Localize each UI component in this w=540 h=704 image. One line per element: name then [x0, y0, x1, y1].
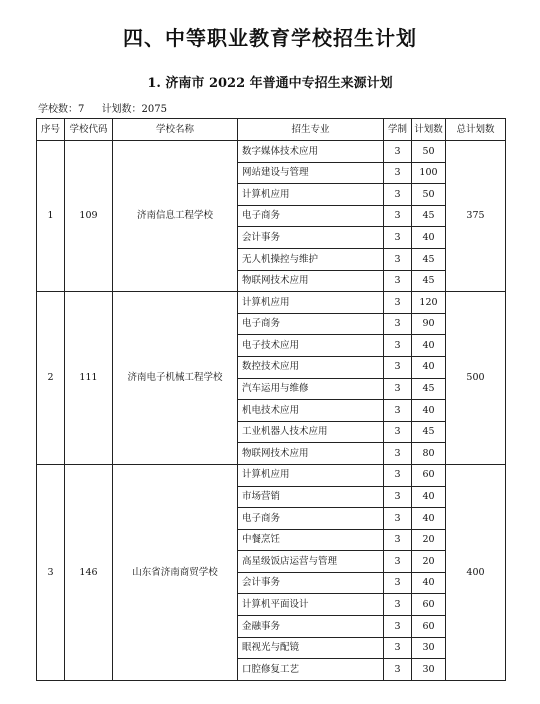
- study-years: 3: [384, 572, 412, 594]
- plan-count: 45: [412, 248, 446, 270]
- plan-count: 40: [412, 508, 446, 530]
- school-name: 济南信息工程学校: [113, 141, 238, 292]
- table-body: [37, 141, 506, 681]
- major-name: 会计事务: [238, 227, 384, 249]
- header-school-name: 学校名称: [113, 119, 238, 141]
- study-years: 3: [384, 421, 412, 443]
- school-code: 109: [65, 141, 113, 292]
- study-years: 3: [384, 248, 412, 270]
- plan-count: 40: [412, 227, 446, 249]
- plan-count: 40: [412, 486, 446, 508]
- study-years: 3: [384, 551, 412, 573]
- study-years: 3: [384, 659, 412, 681]
- study-years: 3: [384, 443, 412, 465]
- study-years: 3: [384, 464, 412, 486]
- plan-count: 40: [412, 572, 446, 594]
- study-years: 3: [384, 400, 412, 422]
- school-code: 146: [65, 464, 113, 680]
- major-name: 金融事务: [238, 616, 384, 638]
- plan-count: 60: [412, 616, 446, 638]
- major-name: 数控技术应用: [238, 356, 384, 378]
- header-total: 总计划数: [446, 119, 506, 141]
- major-name: 物联网技术应用: [238, 270, 384, 292]
- plan-count: 20: [412, 529, 446, 551]
- major-name: 中餐烹饪: [238, 529, 384, 551]
- study-years: 3: [384, 356, 412, 378]
- major-name: 工业机器人技术应用: [238, 421, 384, 443]
- major-name: 电子商务: [238, 508, 384, 530]
- study-years: 3: [384, 486, 412, 508]
- total-plan: 500: [446, 292, 506, 465]
- table-row: [37, 292, 506, 314]
- major-name: 无人机操控与维护: [238, 248, 384, 270]
- major-name: 市场营销: [238, 486, 384, 508]
- major-name: 数字媒体技术应用: [238, 141, 384, 163]
- section-title: 1. 济南市 2022 年普通中专招生来源计划: [147, 76, 393, 91]
- study-years: 3: [384, 637, 412, 659]
- major-name: 高星级饭店运营与管理: [238, 551, 384, 573]
- enrollment-plan-table: [36, 118, 506, 681]
- plan-count: 40: [412, 335, 446, 357]
- major-name: 计算机应用: [238, 184, 384, 206]
- study-years: 3: [384, 378, 412, 400]
- plan-count: 45: [412, 270, 446, 292]
- major-name: 计算机平面设计: [238, 594, 384, 616]
- plan-count: 120: [412, 292, 446, 314]
- summary-line: [38, 100, 181, 115]
- major-name: 会计事务: [238, 572, 384, 594]
- plan-count: 45: [412, 378, 446, 400]
- study-years: 3: [384, 184, 412, 206]
- plan-count: 40: [412, 400, 446, 422]
- plan-count: 90: [412, 313, 446, 335]
- header-plan: 计划数: [412, 119, 446, 141]
- school-index: 1: [37, 141, 65, 292]
- plan-count: 80: [412, 443, 446, 465]
- study-years: 3: [384, 141, 412, 163]
- study-years: 3: [384, 205, 412, 227]
- major-name: 电子商务: [238, 205, 384, 227]
- study-years: 3: [384, 292, 412, 314]
- header-years: 学制: [384, 119, 412, 141]
- plan-count: 60: [412, 594, 446, 616]
- plan-count: 40: [412, 356, 446, 378]
- plan-count: 45: [412, 421, 446, 443]
- total-plan: 400: [446, 464, 506, 680]
- major-name: 口腔修复工艺: [238, 659, 384, 681]
- header-code: 学校代码: [65, 119, 113, 141]
- study-years: 3: [384, 313, 412, 335]
- plan-count: 计划数：2075: [101, 104, 168, 115]
- header-major: 招生专业: [238, 119, 384, 141]
- table-row: [37, 464, 506, 486]
- major-name: 网站建设与管理: [238, 162, 384, 184]
- header-index: 序号: [37, 119, 65, 141]
- table-row: [37, 141, 506, 163]
- plan-count: 30: [412, 637, 446, 659]
- table-header-row: [37, 119, 506, 141]
- plan-count: 60: [412, 464, 446, 486]
- total-plan: 375: [446, 141, 506, 292]
- study-years: 3: [384, 529, 412, 551]
- major-name: 计算机应用: [238, 464, 384, 486]
- major-name: 眼视光与配镜: [238, 637, 384, 659]
- plan-count: 20: [412, 551, 446, 573]
- study-years: 3: [384, 616, 412, 638]
- school-index: 2: [37, 292, 65, 465]
- plan-count: 45: [412, 205, 446, 227]
- school-name: 山东省济南商贸学校: [113, 464, 238, 680]
- school-code: 111: [65, 292, 113, 465]
- school-index: 3: [37, 464, 65, 680]
- major-name: 汽车运用与维修: [238, 378, 384, 400]
- study-years: 3: [384, 162, 412, 184]
- study-years: 3: [384, 227, 412, 249]
- study-years: 3: [384, 270, 412, 292]
- page-title: 四、中等职业教育学校招生计划: [123, 26, 417, 50]
- major-name: 机电技术应用: [238, 400, 384, 422]
- major-name: 电子商务: [238, 313, 384, 335]
- major-name: 物联网技术应用: [238, 443, 384, 465]
- study-years: 3: [384, 508, 412, 530]
- study-years: 3: [384, 335, 412, 357]
- school-count: 学校数：7: [38, 104, 85, 115]
- major-name: 电子技术应用: [238, 335, 384, 357]
- plan-count: 100: [412, 162, 446, 184]
- study-years: 3: [384, 594, 412, 616]
- major-name: 计算机应用: [238, 292, 384, 314]
- plan-count: 30: [412, 659, 446, 681]
- plan-count: 50: [412, 141, 446, 163]
- plan-count: 50: [412, 184, 446, 206]
- school-name: 济南电子机械工程学校: [113, 292, 238, 465]
